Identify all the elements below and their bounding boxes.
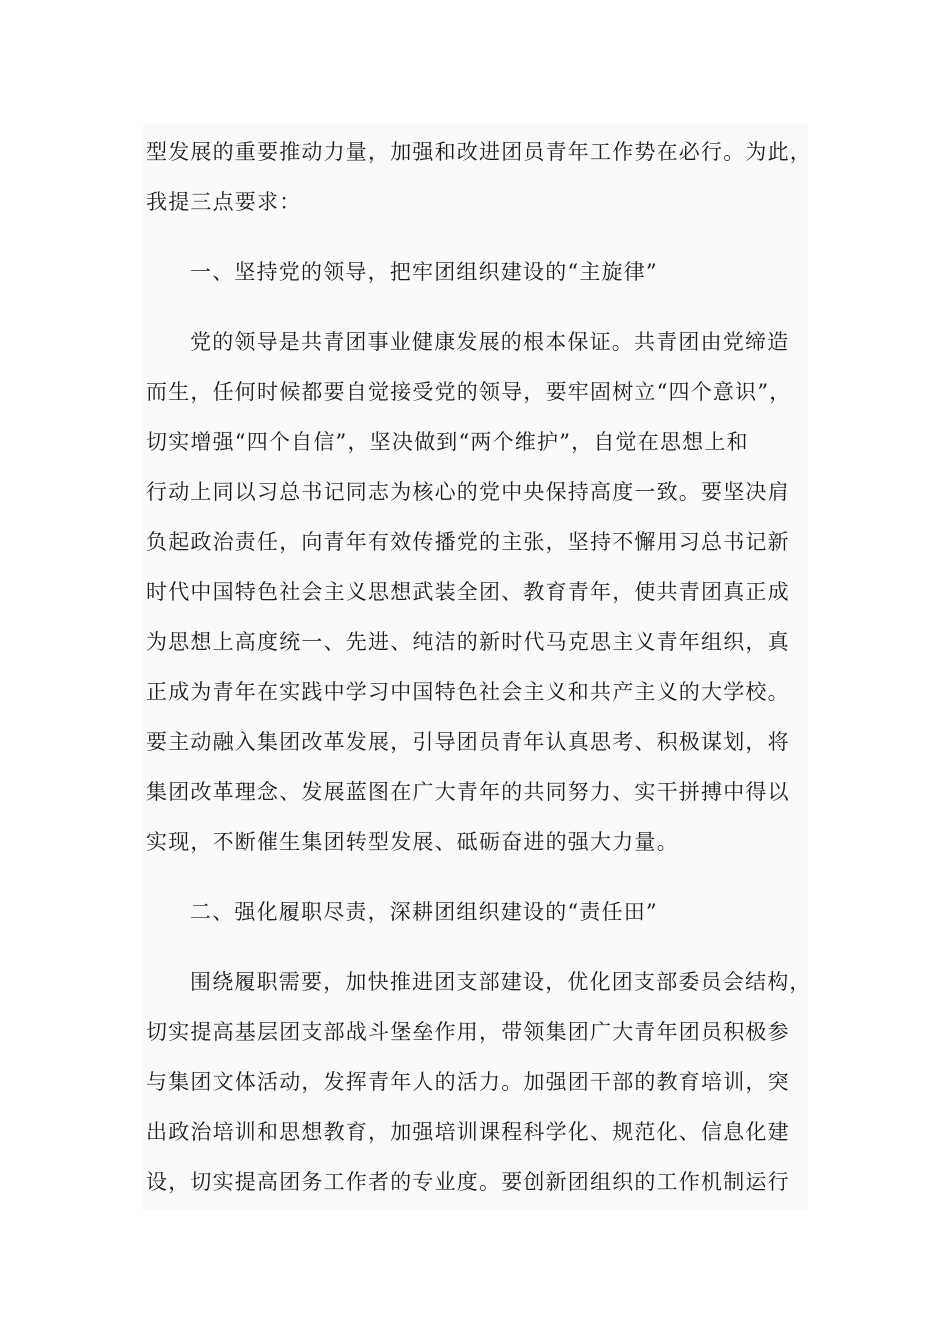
paragraph-line: 实现，不断催生集团转型发展、砥砺奋进的强大力量。 [146,830,679,854]
paragraph-line: 正成为青年在实践中学习中国特色社会主义和共产主义的大学校。 [146,680,790,704]
paragraph-line: 围绕履职需要，加快推进团支部建设，优化团支部委员会结构， [190,970,812,994]
paragraph-line: 切实增强“四个自信”，坚决做到“两个维护”，自觉在思想上和 [146,430,749,454]
paragraph-line: 为思想上高度统一、先进、纯洁的新时代马克思主义青年组织，真 [146,630,790,654]
document-body [143,124,812,1210]
paragraph-line: 出政治培训和思想教育，加强培训课程科学化、规范化、信息化建 [146,1120,790,1144]
paragraph-line: 我提三点要求： [146,190,302,214]
paragraph-line: 行动上同以习总书记同志为核心的党中央保持高度一致。要坚决肩 [146,480,790,504]
paragraph-line: 切实提高基层团支部战斗堡垒作用，带领集团广大青年团员积极参 [146,1020,790,1044]
section-heading-2: 二、强化履职尽责，深耕团组织建设的“责任田” [190,900,658,924]
paragraph-line: 时代中国特色社会主义思想武装全团、教育青年，使共青团真正成 [146,580,790,604]
paragraph-line: 要主动融入集团改革发展，引导团员青年认真思考、积极谋划，将 [146,730,790,754]
section-heading-1: 一、坚持党的领导，把牢团组织建设的“主旋律” [190,260,658,284]
paragraph-line: 型发展的重要推动力量，加强和改进团员青年工作势在必行。为此， [146,140,812,164]
paragraph-line: 设，切实提高团务工作者的专业度。要创新团组织的工作机制运行 [146,1170,790,1194]
paragraph-line: 党的领导是共青团事业健康发展的根本保证。共青团由党缔造 [190,330,790,354]
paragraph-line: 负起政治责任，向青年有效传播党的主张，坚持不懈用习总书记新 [146,530,790,554]
paragraph-line: 而生，任何时候都要自觉接受党的领导，要牢固树立“四个意识”， [146,380,792,404]
paragraph-line: 集团改革理念、发展蓝图在广大青年的共同努力、实干拼搏中得以 [146,780,790,804]
paragraph-line: 与集团文体活动，发挥青年人的活力。加强团干部的教育培训，突 [146,1070,790,1094]
